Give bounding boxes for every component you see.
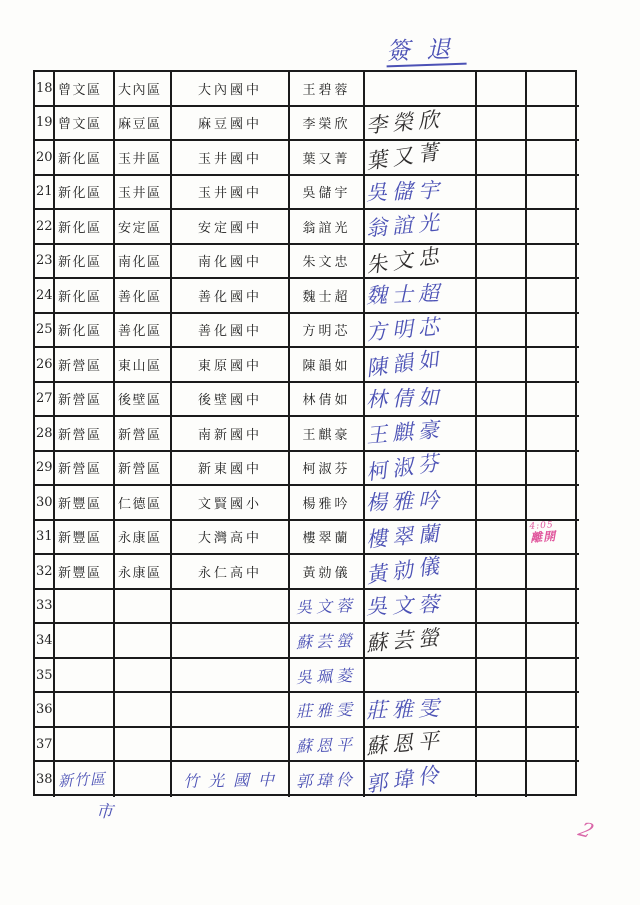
cell-school-row-22: 安定國中 [172, 210, 290, 245]
cell-extra-2-row-36 [527, 693, 579, 728]
cell-district-row-22: 新化區 [55, 210, 115, 245]
cell-signature-row-21 [365, 176, 477, 211]
cell-school-row-37 [172, 728, 290, 763]
signature-handwriting: 葉又菁 [364, 139, 446, 175]
cell-subdistrict-row-38 [115, 762, 172, 797]
cell-name-row-28: 王麒豪 [290, 417, 365, 452]
cell-signature-row-29 [365, 452, 477, 487]
cell-extra-1-row-20 [477, 141, 527, 176]
cell-signature-row-34 [365, 624, 477, 659]
signature-handwriting: 方明芯 [365, 314, 445, 345]
cell-row-number-row-24: 24 [35, 279, 55, 314]
cell-row-number-row-25: 25 [35, 314, 55, 349]
cell-extra-1-row-23 [477, 245, 527, 280]
city-note-annotation: 市 [95, 801, 114, 823]
cell-subdistrict-row-29: 新營區 [115, 452, 172, 487]
cell-name-row-22: 翁誼光 [290, 210, 365, 245]
cell-name-row-29: 柯淑芬 [290, 452, 365, 487]
cell-school-row-29: 新東國中 [172, 452, 290, 487]
cell-extra-2-row-34 [527, 624, 579, 659]
cell-extra-2-row-32 [527, 555, 579, 590]
cell-name-row-27: 林倩如 [290, 383, 365, 418]
cell-subdistrict-row-34 [115, 624, 172, 659]
cell-row-number-row-21: 21 [35, 176, 55, 211]
signature-handwriting: 蘇芸螢 [365, 624, 445, 656]
cell-school-row-33 [172, 590, 290, 625]
cell-row-number-row-37: 37 [35, 728, 55, 763]
cell-signature-row-23 [365, 245, 477, 280]
cell-extra-1-row-30 [477, 486, 527, 521]
cell-district-row-29: 新營區 [55, 452, 115, 487]
cell-signature-row-20 [365, 141, 477, 176]
cell-school-row-24: 善化國中 [172, 279, 290, 314]
cell-extra-1-row-24 [477, 279, 527, 314]
cell-subdistrict-row-26: 東山區 [115, 348, 172, 383]
cell-row-number-row-19: 19 [35, 107, 55, 142]
cell-extra-2-row-22 [527, 210, 579, 245]
cell-name-row-32: 黃勍儀 [290, 555, 365, 590]
cell-subdistrict-row-32: 永康區 [115, 555, 172, 590]
cell-row-number-row-38: 38 [35, 762, 55, 797]
cell-subdistrict-row-36 [115, 693, 172, 728]
cell-extra-1-row-31 [477, 521, 527, 556]
cell-subdistrict-row-24: 善化區 [115, 279, 172, 314]
cell-school-row-21: 玉井國中 [172, 176, 290, 211]
handwritten-entry: 新竹區 [57, 769, 107, 791]
cell-district-row-18: 曾文區 [55, 72, 115, 107]
handwritten-entry: 吳珮菱 [296, 665, 357, 687]
cell-school-row-26: 東原國中 [172, 348, 290, 383]
cell-signature-row-27 [365, 383, 477, 418]
cell-district-row-38 [55, 762, 115, 797]
signature-handwriting: 魏士超 [365, 281, 445, 309]
cell-signature-row-26 [365, 348, 477, 383]
cell-name-row-24: 魏士超 [290, 279, 365, 314]
cell-extra-1-row-25 [477, 314, 527, 349]
cell-subdistrict-row-28: 新營區 [115, 417, 172, 452]
handwritten-entry: 吳文蓉 [296, 596, 357, 618]
signature-handwriting: 柯淑芬 [364, 450, 446, 485]
cell-subdistrict-row-20: 玉井區 [115, 141, 172, 176]
cell-extra-1-row-34 [477, 624, 527, 659]
cell-signature-row-19 [365, 107, 477, 142]
cell-extra-1-row-35 [477, 659, 527, 694]
cell-district-row-30: 新豐區 [55, 486, 115, 521]
cell-name-row-21: 吳儲宇 [290, 176, 365, 211]
cell-district-row-24: 新化區 [55, 279, 115, 314]
cell-extra-1-row-38 [477, 762, 527, 797]
cell-school-row-35 [172, 659, 290, 694]
cell-district-row-35 [55, 659, 115, 694]
cell-subdistrict-row-37 [115, 728, 172, 763]
cell-row-number-row-20: 20 [35, 141, 55, 176]
cell-row-number-row-18: 18 [35, 72, 55, 107]
cell-extra-1-row-28 [477, 417, 527, 452]
signature-handwriting: 莊雅雯 [365, 695, 445, 723]
cell-extra-2-row-30 [527, 486, 579, 521]
cell-school-row-34 [172, 624, 290, 659]
cell-name-row-30: 楊雅吟 [290, 486, 365, 521]
cell-subdistrict-row-22: 安定區 [115, 210, 172, 245]
cell-name-row-35 [290, 659, 365, 694]
cell-district-row-26: 新營區 [55, 348, 115, 383]
cell-extra-2-row-23 [527, 245, 579, 280]
cell-school-row-36 [172, 693, 290, 728]
cell-district-row-32: 新豐區 [55, 555, 115, 590]
cell-row-number-row-27: 27 [35, 383, 55, 418]
cell-subdistrict-row-30: 仁德區 [115, 486, 172, 521]
cell-signature-row-24 [365, 279, 477, 314]
cell-row-number-row-32: 32 [35, 555, 55, 590]
cell-district-row-37 [55, 728, 115, 763]
signout-annotation: 簽退 [385, 34, 467, 66]
cell-subdistrict-row-31: 永康區 [115, 521, 172, 556]
cell-extra-2-row-26 [527, 348, 579, 383]
cell-extra-1-row-33 [477, 590, 527, 625]
cell-subdistrict-row-27: 後壁區 [115, 383, 172, 418]
cell-signature-row-36 [365, 693, 477, 728]
cell-row-number-row-33: 33 [35, 590, 55, 625]
cell-signature-row-37 [365, 728, 477, 763]
cell-school-row-19: 麻豆國中 [172, 107, 290, 142]
signature-handwriting: 李榮欣 [365, 106, 445, 138]
cell-row-number-row-28: 28 [35, 417, 55, 452]
cell-row-number-row-36: 36 [35, 693, 55, 728]
signature-handwriting: 吳儲宇 [365, 177, 445, 205]
cell-signature-row-31 [365, 521, 477, 556]
cell-row-number-row-35: 35 [35, 659, 55, 694]
cell-extra-1-row-18 [477, 72, 527, 107]
cell-name-row-23: 朱文忠 [290, 245, 365, 280]
signature-handwriting: 蘇恩平 [365, 728, 445, 759]
cell-row-number-row-30: 30 [35, 486, 55, 521]
cell-school-row-18: 大內國中 [172, 72, 290, 107]
signature-handwriting: 樓翠蘭 [365, 521, 445, 552]
cell-district-row-19: 曾文區 [55, 107, 115, 142]
cell-school-row-25: 善化國中 [172, 314, 290, 349]
cell-extra-1-row-19 [477, 107, 527, 142]
signature-handwriting: 吳文蓉 [365, 592, 445, 619]
handwritten-entry: 郭瑋伶 [296, 770, 357, 792]
handwritten-entry: 蘇芸螢 [296, 630, 357, 653]
cell-signature-row-33 [365, 590, 477, 625]
cell-name-row-33 [290, 590, 365, 625]
cell-school-row-23: 南化國中 [172, 245, 290, 280]
cell-district-row-28: 新營區 [55, 417, 115, 452]
cell-signature-row-22 [365, 210, 477, 245]
cell-name-row-20: 葉又菁 [290, 141, 365, 176]
cell-extra-2-row-38 [527, 762, 579, 797]
cell-school-row-38 [172, 762, 290, 797]
cell-row-number-row-22: 22 [35, 210, 55, 245]
cell-signature-row-38 [365, 762, 477, 797]
cell-extra-2-row-27 [527, 383, 579, 418]
cell-district-row-34 [55, 624, 115, 659]
cell-extra-2-row-35 [527, 659, 579, 694]
cell-row-number-row-23: 23 [35, 245, 55, 280]
cell-subdistrict-row-21: 玉井區 [115, 176, 172, 211]
cell-extra-2-row-24 [527, 279, 579, 314]
signature-handwriting: 郭瑋伶 [364, 761, 446, 797]
cell-name-row-37 [290, 728, 365, 763]
cell-signature-row-28 [365, 417, 477, 452]
cell-district-row-21: 新化區 [55, 176, 115, 211]
cell-name-row-34 [290, 624, 365, 659]
cell-name-row-26: 陳韻如 [290, 348, 365, 383]
signature-handwriting: 王麒豪 [365, 417, 445, 449]
cell-name-row-31: 樓翠蘭 [290, 521, 365, 556]
cell-district-row-31: 新豐區 [55, 521, 115, 556]
cell-subdistrict-row-23: 南化區 [115, 245, 172, 280]
cell-extra-2-row-20 [527, 141, 579, 176]
cell-signature-row-32 [365, 555, 477, 590]
cell-extra-1-row-36 [477, 693, 527, 728]
cell-name-row-38 [290, 762, 365, 797]
cell-district-row-23: 新化區 [55, 245, 115, 280]
cell-subdistrict-row-33 [115, 590, 172, 625]
cell-district-row-33 [55, 590, 115, 625]
handwritten-entry: 竹光國中 [182, 770, 284, 791]
cell-school-row-20: 玉井國中 [172, 141, 290, 176]
cell-school-row-30: 文賢國小 [172, 486, 290, 521]
cell-extra-1-row-27 [477, 383, 527, 418]
cell-name-row-19: 李榮欣 [290, 107, 365, 142]
cell-school-row-27: 後壁國中 [172, 383, 290, 418]
signout-table [33, 70, 577, 796]
cell-subdistrict-row-35 [115, 659, 172, 694]
cell-subdistrict-row-25: 善化區 [115, 314, 172, 349]
cell-subdistrict-row-19: 麻豆區 [115, 107, 172, 142]
signature-handwriting: 翁誼光 [365, 210, 445, 242]
cell-extra-2-row-19 [527, 107, 579, 142]
page-number: 2 [574, 817, 598, 843]
cell-subdistrict-row-18: 大內區 [115, 72, 172, 107]
cell-signature-row-18 [365, 72, 477, 107]
cell-extra-2-row-25 [527, 314, 579, 349]
cell-extra-1-row-26 [477, 348, 527, 383]
cell-extra-2-row-21 [527, 176, 579, 211]
signature-handwriting: 陳韻如 [364, 346, 446, 382]
cell-extra-2-row-18 [527, 72, 579, 107]
cell-name-row-36 [290, 693, 365, 728]
cell-name-row-18: 王碧蓉 [290, 72, 365, 107]
cell-school-row-31: 大灣高中 [172, 521, 290, 556]
cell-school-row-28: 南新國中 [172, 417, 290, 452]
cell-extra-1-row-32 [477, 555, 527, 590]
cell-district-row-27: 新營區 [55, 383, 115, 418]
cell-extra-1-row-22 [477, 210, 527, 245]
handwritten-entry: 莊雅雯 [296, 699, 357, 722]
cell-row-number-row-26: 26 [35, 348, 55, 383]
cell-signature-row-25 [365, 314, 477, 349]
cell-row-number-row-34: 34 [35, 624, 55, 659]
cell-extra-1-row-29 [477, 452, 527, 487]
cell-extra-1-row-21 [477, 176, 527, 211]
signature-handwriting: 黃勍儀 [364, 553, 446, 589]
cell-signature-row-30 [365, 486, 477, 521]
signature-handwriting: 楊雅吟 [365, 488, 445, 516]
cell-extra-2-row-37 [527, 728, 579, 763]
cell-district-row-36 [55, 693, 115, 728]
cell-extra-2-row-31 [527, 521, 579, 556]
cell-row-number-row-31: 31 [35, 521, 55, 556]
cell-extra-1-row-37 [477, 728, 527, 763]
cell-extra-2-row-33 [527, 590, 579, 625]
leave-time-note: 4:05 離開 [529, 519, 557, 546]
cell-district-row-25: 新化區 [55, 314, 115, 349]
signature-handwriting: 朱文忠 [364, 243, 446, 278]
cell-signature-row-35 [365, 659, 477, 694]
cell-name-row-25: 方明芯 [290, 314, 365, 349]
signature-handwriting: 林倩如 [365, 385, 445, 412]
cell-row-number-row-29: 29 [35, 452, 55, 487]
cell-school-row-32: 永仁高中 [172, 555, 290, 590]
handwritten-entry: 蘇恩平 [296, 734, 357, 756]
cell-extra-2-row-29 [527, 452, 579, 487]
cell-extra-2-row-28 [527, 417, 579, 452]
cell-district-row-20: 新化區 [55, 141, 115, 176]
